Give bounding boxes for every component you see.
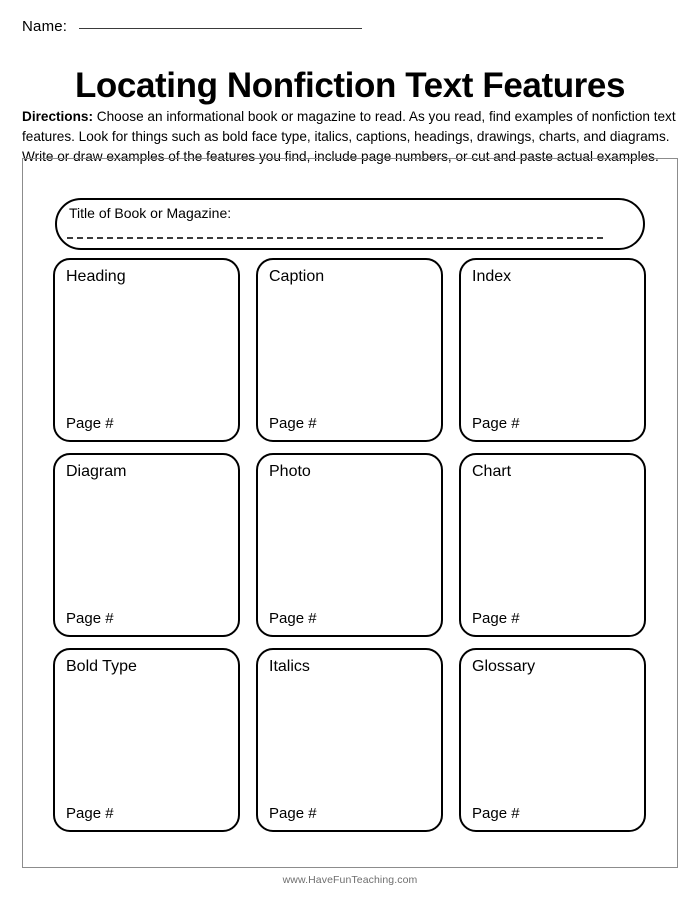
feature-box-page-label: Page # — [269, 609, 317, 627]
name-field-row — [22, 18, 362, 35]
feature-box-page-label: Page # — [269, 804, 317, 822]
directions-label: Directions — [22, 108, 89, 124]
directions-separator: : — [88, 108, 94, 124]
feature-box-page-label: Page # — [269, 414, 317, 432]
feature-box-page-label: Page # — [472, 414, 520, 432]
name-write-in-line[interactable] — [79, 27, 362, 29]
feature-box-label: Glossary — [472, 658, 536, 675]
footer-url[interactable]: www.HaveFunTeaching.com — [282, 874, 418, 886]
page-title: Locating Nonfiction Text Features — [74, 66, 626, 106]
feature-box-glossary[interactable] — [459, 648, 646, 832]
feature-box-bold-type[interactable] — [53, 648, 240, 832]
feature-box-diagram[interactable] — [53, 453, 240, 637]
book-title-field[interactable] — [55, 198, 645, 250]
feature-box-photo[interactable] — [256, 453, 443, 637]
feature-box-chart[interactable] — [459, 453, 646, 637]
feature-box-label: Heading — [66, 268, 126, 285]
feature-box-page-label: Page # — [472, 804, 520, 822]
feature-box-grid — [53, 258, 647, 832]
feature-box-heading[interactable] — [53, 258, 240, 442]
book-title-label: Title of Book or Magazine: — [69, 205, 232, 221]
feature-box-label: Index — [472, 268, 512, 285]
feature-box-label: Photo — [269, 463, 311, 480]
directions-text: Choose an informational book or magazine to read. As you read, find examples of nonfiction text features. Look for things such as bold face type, italics, captions, headings, drawings, charts, and diagrams. Write or draw examples of the features you find, include page numbers, or cut and paste actual examples. — [22, 108, 676, 164]
feature-box-page-label: Page # — [66, 414, 114, 432]
feature-box-index[interactable] — [459, 258, 646, 442]
feature-box-italics[interactable] — [256, 648, 443, 832]
feature-box-label: Chart — [472, 463, 512, 480]
book-title-write-in-line[interactable] — [67, 237, 603, 239]
feature-box-caption[interactable] — [256, 258, 443, 442]
feature-box-label: Bold Type — [66, 658, 137, 675]
name-label: Name: — [22, 18, 68, 35]
feature-box-page-label: Page # — [66, 804, 114, 822]
feature-box-page-label: Page # — [66, 609, 114, 627]
feature-box-label: Diagram — [66, 463, 127, 480]
feature-box-label: Caption — [269, 268, 325, 285]
feature-box-label: Italics — [269, 658, 310, 675]
feature-box-page-label: Page # — [472, 609, 520, 627]
